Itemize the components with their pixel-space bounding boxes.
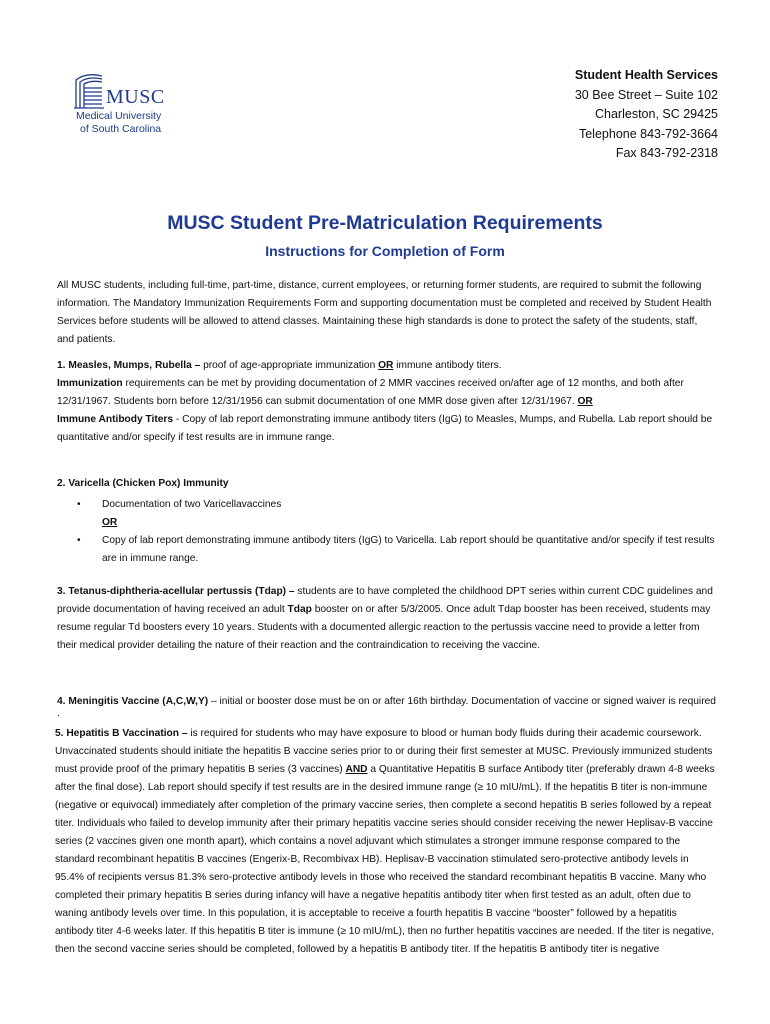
intro-text: All MUSC students, including full-time, part-time, distance, current employees, or returning former students, are required to submit the following information. The Mandatory Immunization Requirements Form and supporting documentation must be completed and received by Student Health Services before students will be allowed to attend classes. Maintaining these high standards is done to protect the safety of the students, staff, and patients.: [57, 280, 712, 345]
page-subtitle: Instructions for Completion of Form: [265, 243, 505, 259]
page-title: MUSC Student Pre-Matriculation Requirements: [167, 212, 603, 234]
immunization-or: OR: [577, 396, 593, 407]
bullet-icon: •: [77, 499, 81, 510]
logo-line2: of South Carolina: [80, 123, 162, 135]
bullet-icon: •: [77, 535, 81, 546]
tdap-text1: students are to have completed the childhood DPT series within current CDC guidelines and provide documentation of having received an adult: [57, 586, 713, 615]
mmr-or: OR: [378, 360, 394, 371]
section-hepatitis-b: [55, 725, 717, 959]
mmr-heading: 1. Measles, Mumps, Rubella –: [57, 360, 201, 371]
tdap-text2: booster on or after 5/3/2005. Once adult Tdap booster has been received, students may resume regular Td boosters every 10 years. Students with a documented allergic reaction to the pertussis vaccine need to provide a letter from their medical provider detailing the nature of their reaction and the contraindication to receiving the vaccine.: [57, 604, 711, 651]
varicella-or: OR: [102, 517, 118, 528]
intro-paragraph: [57, 277, 717, 349]
immunization-label: Immunization: [57, 378, 123, 389]
hepatitis-and: AND: [345, 764, 368, 775]
section-tdap: [57, 583, 717, 655]
contact-block: [575, 66, 718, 164]
list-item: [57, 496, 717, 514]
varicella-item2: Copy of lab report demonstrating immune antibody titers (IgG) to Varicella. Lab report should be quantitative and/or specify if test results are in immune range.: [102, 535, 715, 564]
section-mmr: [57, 357, 717, 447]
section-meningitis: [57, 696, 717, 720]
varicella-item1: Documentation of two Varicellavaccines: [102, 499, 282, 510]
meningitis-heading: 4. Meningitis Vaccine (A,C,W,Y): [57, 696, 209, 707]
mmr-lead-end: immune antibody titers.: [393, 360, 502, 371]
street-address: 30 Bee Street – Suite 102: [574, 87, 718, 102]
logo-wordmark: MUSC: [106, 86, 165, 108]
antibody-titers-text: - Copy of lab report demonstrating immune antibody titers (IgG) to Measles, Mumps, and Rubella. Lab report should be quantitative and/or specify if test results are in immune range.: [57, 414, 713, 443]
section-varicella: [57, 475, 717, 568]
fax-number: Fax 843-792-2318: [615, 146, 718, 160]
phone-number: Telephone 843-792-3664: [578, 126, 718, 141]
varicella-list: [57, 496, 717, 568]
list-item: [57, 532, 717, 568]
list-item: [57, 514, 717, 532]
tdap-word: Tdap: [287, 604, 312, 615]
office-name: Student Health Services: [574, 68, 718, 82]
immunization-text: requirements can be met by providing documentation of 2 MMR vaccines received on/after age of 12 months, and both after 12/31/1967. Students born before 12/31/1956 can submit documentation of one MMR dose given after 12/31/1967.: [57, 378, 684, 407]
hepatitis-text1: is required for students who may have exposure to blood or human body fluids during their academic coursework. Unvaccinated students should initiate the hepatitis B vaccine series prior to or during their first semester at MUSC. Previously immunized students must provide proof of the primary hepatitis B series (3 vaccines): [55, 728, 713, 775]
hepatitis-heading: 5. Hepatitis B Vaccination –: [55, 728, 188, 739]
logo-line1: Medical University: [76, 110, 162, 122]
antibody-titers-label: Immune Antibody Titers: [57, 414, 174, 425]
musc-building-icon: [72, 72, 106, 110]
hepatitis-text2: a Quantitative Hepatitis B surface Antibody titer (preferably drawn 4-8 weeks after the final dose). Lab report should specify if test results are in the desired immune range (≥ 10 mIU/mL). If the hepatitis B titer is non-immune (negative or equivocal) immediately after completion of the primary vaccine series, then complete a second hepatitis B series followed by a repeat titer. Individuals who failed to develop immunity after their primary hepatitis vaccine series should consider receiving the newer Heplisav-B vaccine series (2 vaccines given one month apart), which contains a novel adjuvant which stimulates a stronger immune response compared to the standard recombinant hepatitis B vaccines (Engerix-B, Recombivax HB). Heplisav-B vaccination stimulated sero-protective antibody levels in 95.4% of recipients versus 81.3% sero-protective antibody levels in those who received the standard recombinant hepatitis B vaccine. Many who completed their primary hepatitis B series during infancy will have a negative hepatitis antibody titer when first tested as an adult, often due to waning antibody levels over time. In this population, it is acceptable to receive a fourth hepatitis B vaccine “booster” followed by a hepatitis antibody titer 4-6 weeks later. If this hepatitis B titer is immune (≥ 10 mIU/mL), then no further hepatitis vaccines are needed. If the titer is negative, then the second vaccine series should be completed, followed by a hepatitis B antibody titer. If the hepatitis B antibody titer is negative: [55, 764, 715, 955]
varicella-heading: 2. Varicella (Chicken Pox) Immunity: [57, 478, 229, 489]
musc-logo: [72, 72, 182, 138]
meningitis-text: – initial or booster dose must be on or after 16th birthday. Documentation of vaccine or signed waiver is required .: [57, 696, 716, 719]
mmr-lead: proof of age-appropriate immunization: [200, 360, 379, 371]
city-state-zip: Charleston, SC 29425: [595, 107, 718, 121]
tdap-heading: 3. Tetanus-diphtheria-acellular pertussis (Tdap) –: [57, 586, 295, 597]
